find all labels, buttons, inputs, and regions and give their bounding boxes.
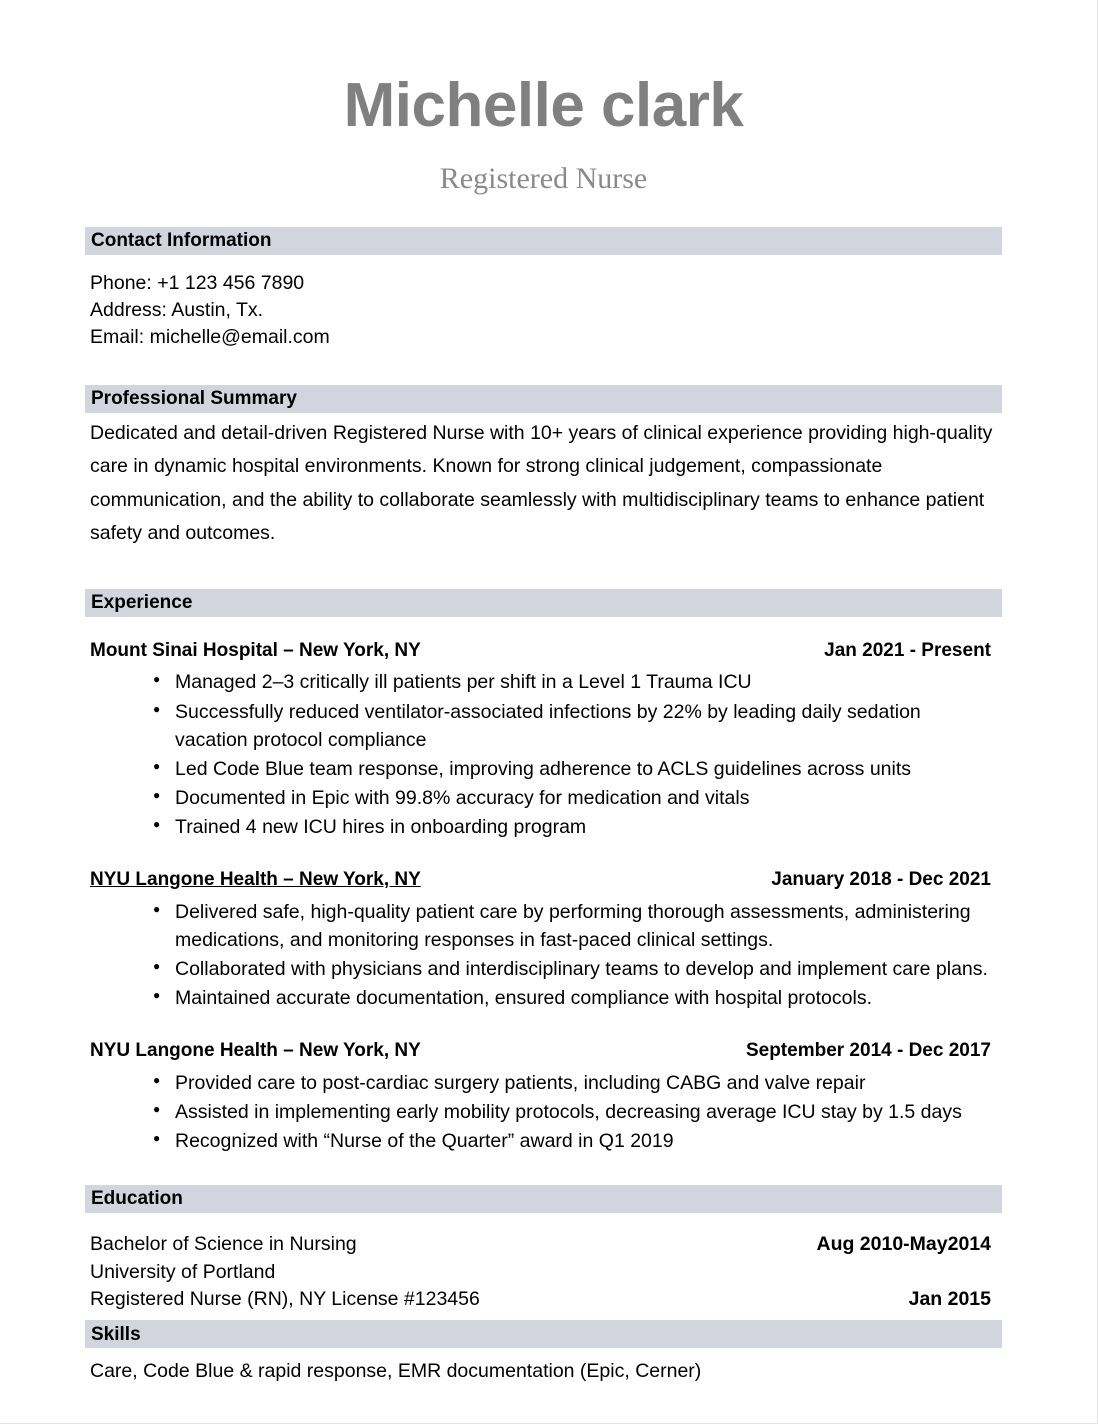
- list-item: ● Maintained accurate documentation, ensured compliance with hospital protocols.: [153, 984, 1002, 1012]
- list-item: ● Provided care to post-cardiac surgery patients, including CABG and valve repair: [153, 1069, 1002, 1097]
- education-institution: University of Portland: [90, 1260, 276, 1283]
- section-title-label: Professional Summary: [91, 388, 297, 410]
- list-item: ● Trained 4 new ICU hires in onboarding program: [153, 813, 1002, 841]
- experience-employer: NYU Langone Health – New York, NY: [90, 1039, 421, 1061]
- list-item: ● Assisted in implementing early mobility protocols, decreasing average ICU stay by 1.5 days: [153, 1098, 1002, 1126]
- professional-summary-text: Dedicated and detail-driven Registered Nurse with 10+ years of clinical experience providing high-quality care in dynamic hospital environments. Known for strong clinical judgement, compassionate communication, and the ability to collaborate seamlessly with multidisciplinary teams to enhance patient safety and outcomes.: [90, 421, 993, 545]
- section-title-label: Education: [91, 1188, 183, 1210]
- education-license: Registered Nurse (RN), NY License #123456: [90, 1288, 480, 1311]
- job-title-subtitle: Registered Nurse: [439, 162, 648, 196]
- skills-text: Care, Code Blue & rapid response, EMR documentation (Epic, Cerner): [90, 1360, 702, 1383]
- section-header-contact-information: [85, 227, 1002, 255]
- section-header-experience: [85, 589, 1002, 617]
- contact-email-line: Email: michelle@email.com: [90, 326, 330, 349]
- education-row: [90, 1259, 1002, 1287]
- experience-bullet-list: [90, 1069, 1002, 1155]
- resume-sheet: [85, 0, 1002, 1386]
- education-dates: Aug 2010-May2014: [816, 1232, 991, 1255]
- list-item: ● Led Code Blue team response, improving adherence to ACLS guidelines across units: [153, 755, 1002, 783]
- experience-dates: January 2018 - Dec 2021: [771, 868, 991, 890]
- experience-employer: Mount Sinai Hospital – New York, NY: [90, 639, 421, 661]
- list-item: ● Collaborated with physicians and interdisciplinary teams to develop and implement care plans.: [153, 955, 1002, 983]
- experience-dates: September 2014 - Dec 2017: [745, 1039, 991, 1061]
- section-header-education: [85, 1185, 1002, 1213]
- skills-block: [85, 1348, 1002, 1386]
- experience-entry-header: [90, 639, 1002, 663]
- list-item: ● Successfully reduced ventilator-associated infections by 22% by leading daily sedation vacation protocol compliance: [153, 698, 1002, 754]
- professional-summary-block: [85, 413, 1002, 551]
- education-dates: Jan 2015: [908, 1288, 991, 1311]
- list-item: ● Managed 2–3 critically ill patients per shift in a Level 1 Trauma ICU: [153, 668, 1002, 696]
- contact-address-line: Address: Austin, Tx.: [90, 298, 264, 321]
- experience-dates: Jan 2021 - Present: [824, 639, 991, 661]
- section-title-label: Experience: [91, 592, 193, 614]
- experience-entry: [85, 842, 1002, 1012]
- list-item: ● Documented in Epic with 99.8% accuracy for medication and vitals: [153, 784, 1002, 812]
- page-title: Michelle clark: [343, 71, 744, 140]
- education-row: [90, 1231, 1002, 1259]
- experience-entry-header: [90, 1039, 1002, 1063]
- section-header-professional-summary: [85, 385, 1002, 413]
- experience-bullet-list: [90, 898, 1002, 1012]
- list-item: ● Recognized with “Nurse of the Quarter” award in Q1 2019: [153, 1127, 1002, 1155]
- contact-phone-line: Phone: +1 123 456 7890: [90, 271, 305, 294]
- contact-information-block: [85, 255, 1002, 352]
- education-block: [85, 1213, 1002, 1314]
- experience-entry: [85, 1013, 1002, 1155]
- section-title-label: Contact Information: [91, 230, 272, 252]
- education-row: [90, 1286, 1002, 1314]
- experience-bullet-list: [90, 668, 1002, 840]
- experience-employer: NYU Langone Health – New York, NY: [90, 868, 421, 890]
- section-header-skills: [85, 1320, 1002, 1348]
- section-title-label: Skills: [91, 1323, 141, 1345]
- education-degree: Bachelor of Science in Nursing: [90, 1232, 357, 1255]
- list-item: ● Delivered safe, high-quality patient care by performing thorough assessments, administering medications, and monitoring responses in fast-paced clinical settings.: [153, 898, 1002, 954]
- experience-entry-header: [90, 868, 1002, 892]
- experience-entry: [85, 617, 1002, 841]
